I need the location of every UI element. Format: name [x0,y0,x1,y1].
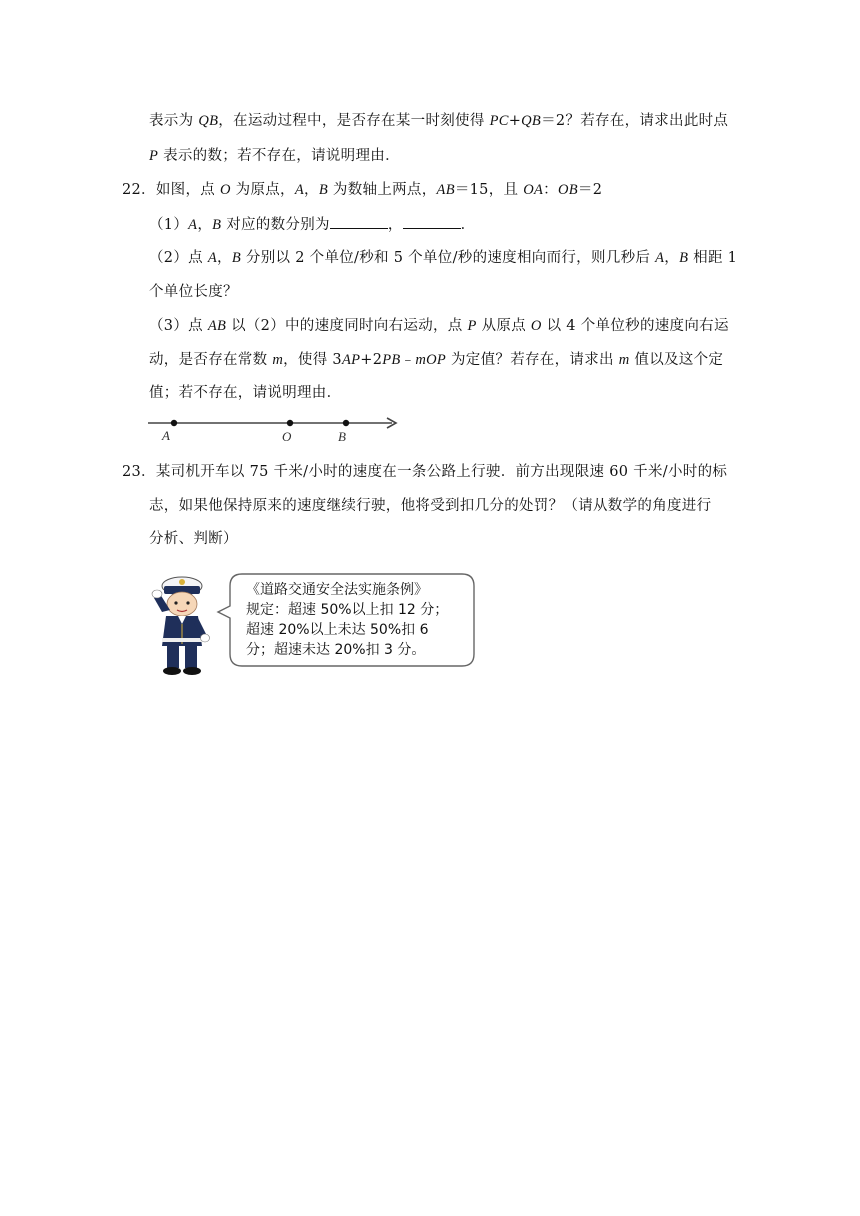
q22-part-2-line-2: 个单位长度？ [149,284,238,300]
label-a: A [162,428,170,443]
q21-line-2: P 表示的数；若不存在，请说明理由． [149,148,400,164]
answer-blank-2[interactable] [403,214,461,229]
q22-part-2-line-1: （2）点 A，B 分别以 2 个单位/秒和 5 个单位/秒的速度相向而行，则几秒后 A，B 相距 1 [149,250,738,266]
traffic-police-illustration [148,572,218,680]
regulation-speech-bubble [212,568,480,672]
bubble-line-2: 规定：超速 50%以上扣 12 分； [246,602,449,618]
q23-line-2: 志，如果他保持原来的速度继续行驶，他将受到扣几分的处罚？（请从数学的角度进行 [149,498,712,514]
bubble-line-4: 分；超速未达 20%扣 3 分。 [246,642,426,658]
q23-line-3: 分析、判断） [149,531,238,547]
number-line-figure [140,410,410,446]
point-a [171,420,177,426]
point-b [343,420,349,426]
label-b: B [338,429,346,444]
answer-blank-1[interactable] [330,214,388,229]
q23-line-1: 23．某司机开车以 75 千米/小时的速度在一条公路上行驶．前方出现限速 60 千米/小时的标 [122,464,728,480]
q22-part-3-line-2: 动，是否存在常数 m，使得 3AP+2PB﹣mOP 为定值？若存在，请求出 m 值以及这个定 [149,352,724,368]
q22-part-1: （1）A，B 对应的数分别为 ， ． [149,214,475,235]
q21-line-1: 表示为 QB，在运动过程中，是否存在某一时刻使得 PC+QB＝2？若存在，请求出此时点 [149,113,729,129]
label-o: O [282,429,292,444]
bubble-line-3: 超速 20%以上未达 50%扣 6 [246,622,429,638]
q22-part-3-line-1: （3）点 AB 以（2）中的速度同时向右运动，点 P 从原点 O 以 4 个单位秒的速度向右运 [149,318,729,334]
q22-part-3-line-3: 值；若不存在，请说明理由． [149,385,342,401]
q22-stem: 22．如图，点 O 为原点，A，B 为数轴上两点，AB＝15，且 OA：OB＝2 [122,182,603,198]
bubble-line-1: 《道路交通安全法实施条例》 [246,582,428,598]
point-o [287,420,293,426]
